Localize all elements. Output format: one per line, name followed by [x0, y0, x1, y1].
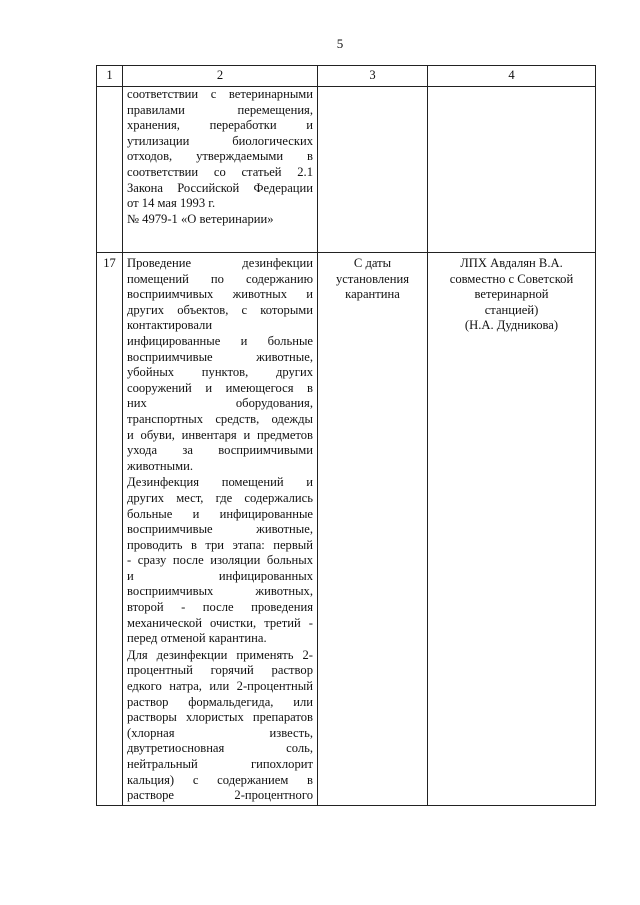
text-line: инфицированные и больные — [127, 333, 313, 348]
text-line: отходов, утверждаемыми в — [127, 149, 313, 164]
table-row-continuation — [97, 87, 596, 253]
text-line: ЛПХ Авдалян В.А. — [460, 256, 563, 270]
text-line: Проведение дезинфекции — [127, 256, 313, 270]
text-line: восприимчивые животные, — [127, 522, 313, 537]
text-line: других мест, где содержались — [127, 490, 313, 505]
responsible-text — [432, 256, 591, 334]
text-line: (Н.А. Дудникова) — [464, 318, 559, 333]
text-line: нейтральный гипохлорит — [127, 757, 313, 771]
text-line: них оборудования, — [127, 396, 313, 411]
text-line: животными. — [127, 458, 193, 473]
text-line: Закона Российской Федерации — [127, 180, 313, 195]
text-line: сооружений и имеющегося в — [127, 380, 313, 395]
text-line: перед отменой карантина. — [127, 631, 267, 646]
paragraph — [127, 475, 313, 647]
deadline-text — [322, 256, 423, 303]
text-line: Для дезинфекции применять 2- — [127, 647, 313, 662]
text-line: двутретиосновная соль, — [127, 741, 313, 756]
deadline-cell — [318, 87, 428, 253]
table-header-row — [97, 66, 596, 87]
text-line: контактировали — [127, 318, 213, 333]
text-line: соответствии с ветеринарными — [127, 87, 313, 101]
text-line: карантина — [345, 287, 400, 302]
measure-description-cell — [123, 87, 318, 253]
text-line: С даты — [353, 256, 392, 270]
text-line: - сразу после изоляции больных — [127, 553, 313, 568]
text-line: и обуви, инвентаря и предметов — [127, 427, 313, 442]
text-line: восприимчивых животных и — [127, 287, 313, 302]
paragraph — [127, 256, 313, 474]
text-line: растворы хлористых препаратов — [127, 710, 313, 725]
header-col-3: 3 — [318, 66, 428, 87]
text-line: ветеринарной — [474, 287, 549, 302]
measure-description-text — [127, 256, 313, 804]
text-line: № 4979-1 «О ветеринарии» — [127, 211, 274, 226]
text-line: соответствии со статьей 2.1 — [127, 164, 313, 179]
page-number: 5 — [336, 36, 344, 51]
text-line: утилизации биологических — [127, 133, 313, 148]
text-line: и инфицированных — [127, 568, 313, 583]
text-line: помещений по содержанию — [127, 271, 313, 286]
text-line: установления — [335, 271, 410, 286]
text-line: (хлорная известь, — [127, 725, 313, 740]
text-line: станцией) — [484, 302, 539, 317]
text-line: убойных пунктов, других — [127, 365, 313, 380]
text-line: ухода за восприимчивыми — [127, 443, 313, 458]
header-col-4: 4 — [428, 66, 596, 87]
row-number-cell: 17 — [97, 253, 123, 806]
text-line: едкого натра, или 2-процентный — [127, 679, 313, 694]
text-line: механической очистки, третий - — [127, 615, 313, 630]
text-line: других объектов, с которыми — [127, 302, 313, 317]
deadline-cell — [318, 253, 428, 806]
text-line: правилами перемещения, — [127, 102, 313, 117]
text-line: восприимчивые животные, — [127, 349, 313, 364]
text-line: транспортных средств, одежды — [127, 411, 313, 426]
text-line: Дезинфекция помещений и — [127, 475, 313, 490]
text-line: растворе 2-процентного — [127, 788, 313, 803]
text-line: второй - после проведения — [127, 600, 313, 615]
text-line: от 14 мая 1993 г. — [127, 196, 216, 211]
text-line: раствор формальдегида, или — [127, 694, 313, 709]
text-line: совместно с Советской — [449, 271, 574, 286]
text-line: кальция) с содержанием в — [127, 772, 313, 787]
text-line: проводить в три этапа: первый — [127, 537, 313, 552]
measure-description-text — [127, 87, 313, 227]
header-col-2: 2 — [123, 66, 318, 87]
table-row-17 — [97, 253, 596, 806]
text-line: больные и инфицированные — [127, 506, 313, 521]
row-number-cell — [97, 87, 123, 253]
text-line: процентный горячий раствор — [127, 663, 313, 678]
paragraph — [127, 648, 313, 804]
responsible-cell — [428, 253, 596, 806]
header-col-1: 1 — [97, 66, 123, 87]
measures-table — [96, 65, 596, 806]
text-line: хранения, переработки и — [127, 118, 313, 133]
responsible-cell — [428, 87, 596, 253]
measure-description-cell — [123, 253, 318, 806]
text-line: восприимчивых животных, — [127, 584, 313, 599]
